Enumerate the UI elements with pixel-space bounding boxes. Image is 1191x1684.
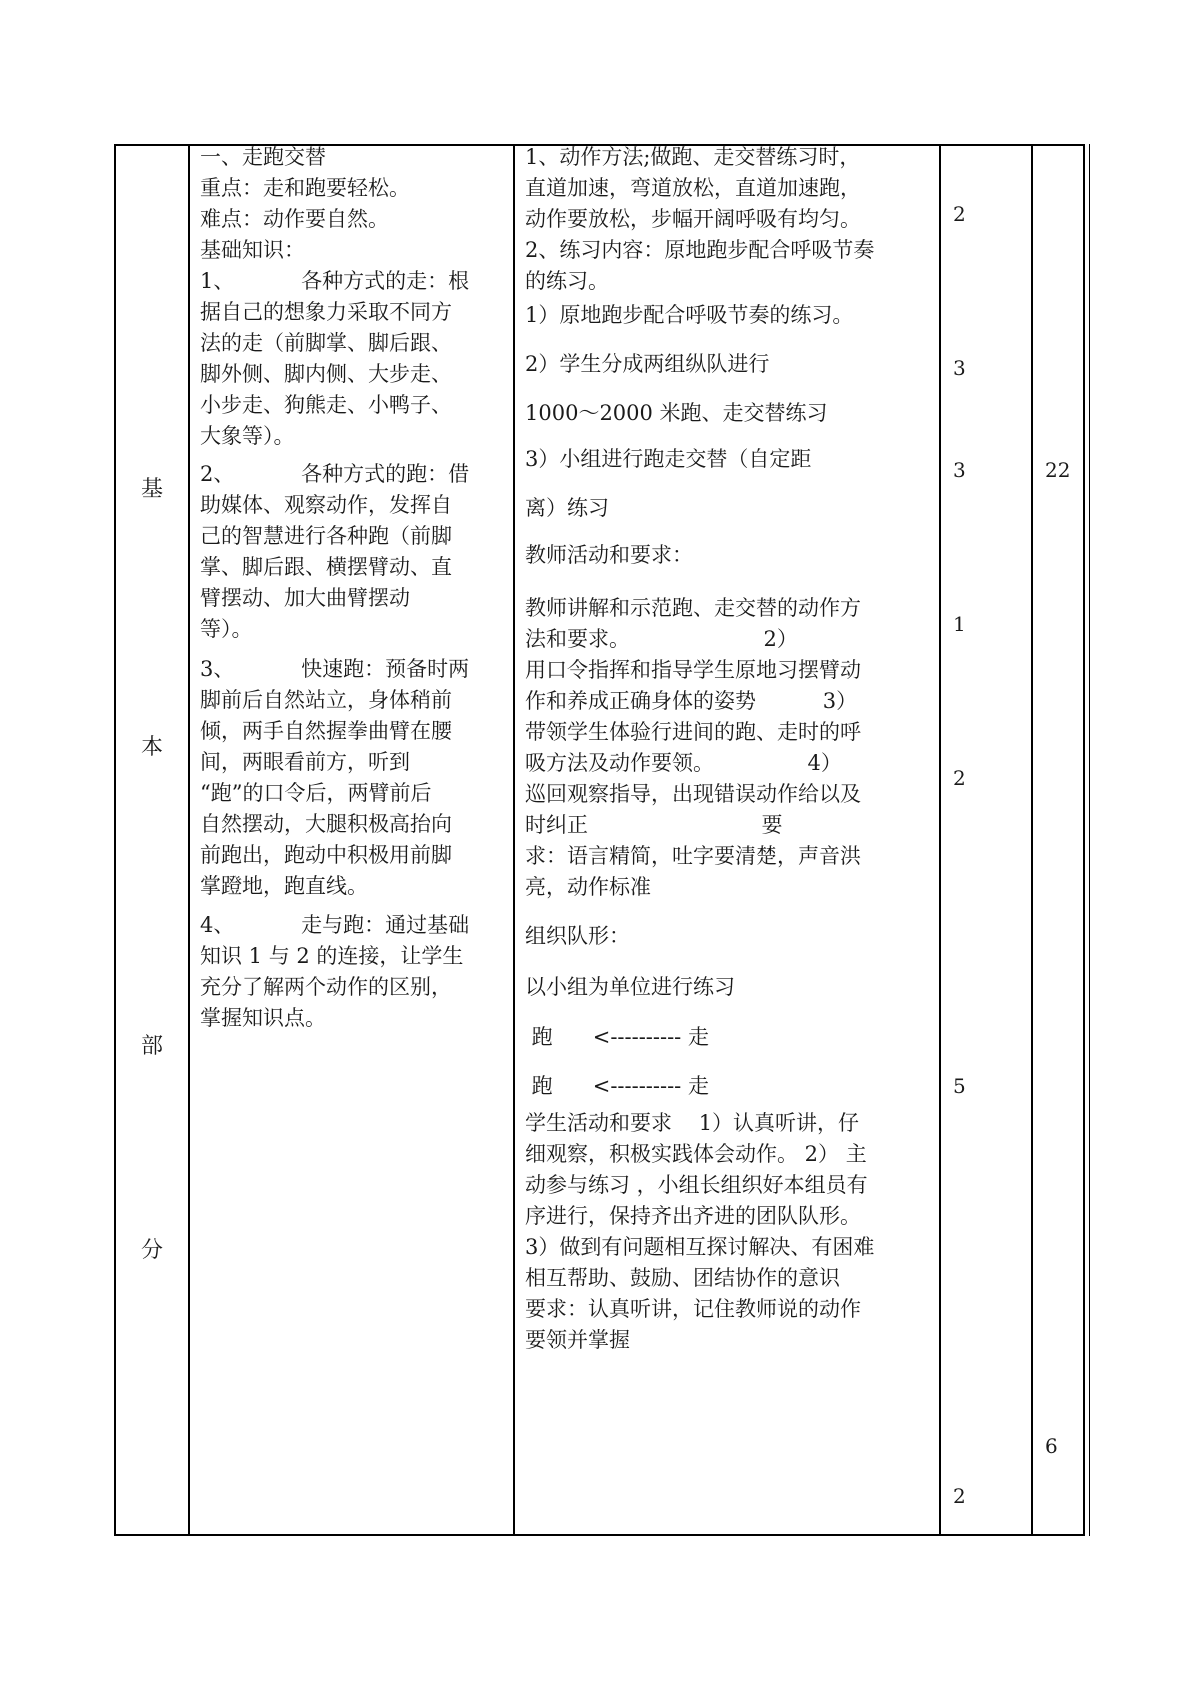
method-line: 3）做到有问题相互探讨解决、有困难 xyxy=(525,1235,875,1259)
content-line: 充分了解两个动作的区别， xyxy=(200,975,452,999)
content-line: 脚外侧、脚内侧、大步走、 xyxy=(200,362,452,386)
content-line: 倾，两手自然握拳曲臂在腰 xyxy=(200,719,452,743)
method-line: 动参与练习 ，小组长组织好本组员有 xyxy=(525,1173,868,1197)
method-line: 序进行，保持齐出齐进的团队队形。 xyxy=(525,1204,861,1228)
content-line: 小步走、狗熊走、小鸭子、 xyxy=(200,393,452,417)
formation-row: 跑 <---------- 走 xyxy=(525,1074,709,1098)
content-line: 3、 快速跑：预备时两 xyxy=(200,657,470,681)
formation-row: 跑 <---------- 走 xyxy=(525,1025,709,1049)
method-line: 带领学生体验行进间的跑、走时的呼 xyxy=(525,720,861,744)
content-line: 难点：动作要自然。 xyxy=(200,207,389,231)
method-line: 用口令指挥和指导学生原地习摆臂动 xyxy=(525,658,861,682)
content-line: 助媒体、观察动作，发挥自 xyxy=(200,493,452,517)
method-line: 巡回观察指导，出现错误动作给以及 xyxy=(525,782,861,806)
method-line: 1）原地跑步配合呼吸节奏的练习。 xyxy=(525,303,854,327)
method-line: 相互帮助、鼓励、团结协作的意识 xyxy=(525,1266,840,1290)
method-line: 要求：认真听讲，记住教师说的动作 xyxy=(525,1297,861,1321)
content-line: 臂摆动、加大曲臂摆动 xyxy=(200,586,410,610)
content-line: 己的智慧进行各种跑（前脚 xyxy=(200,524,452,548)
content-line: 一、走跑交替 xyxy=(200,146,326,169)
method-line: 组织队形： xyxy=(525,924,630,948)
content-line: 间，两眼看前方，听到 xyxy=(200,750,410,774)
content-line: 掌、脚后跟、横摆臂动、直 xyxy=(200,555,452,579)
method-line: 细观察，积极实践体会动作。 2） 主 xyxy=(525,1142,867,1166)
method-line: 法和要求。 2） xyxy=(525,627,798,651)
method-line: 教师讲解和示范跑、走交替的动作方 xyxy=(525,596,861,620)
count-value: 3 xyxy=(953,458,966,482)
content-line: 1、 各种方式的走：根 xyxy=(200,269,470,293)
count-value: 5 xyxy=(953,1074,966,1098)
method-line: 3）小组进行跑走交替（自定距 xyxy=(525,447,812,471)
count-cell xyxy=(941,146,1031,1534)
time-value: 6 xyxy=(1045,1434,1058,1458)
content-line: 大象等）。 xyxy=(200,424,295,448)
content-line: 知识 1 与 2 的连接，让学生 xyxy=(200,944,464,968)
count-value: 3 xyxy=(953,356,966,380)
time-value: 22 xyxy=(1045,458,1071,482)
method-line: 的练习。 xyxy=(525,269,609,293)
method-line: 作和养成正确身体的姿势 3） xyxy=(525,689,858,713)
content-line: 掌蹬地，跑直线。 xyxy=(200,874,368,898)
content-line: 掌握知识点。 xyxy=(200,1006,326,1030)
outer-rule xyxy=(1089,144,1090,1536)
content-line: 基础知识： xyxy=(200,238,305,262)
method-line: 吸方法及动作要领。 4） xyxy=(525,751,842,775)
count-value: 2 xyxy=(953,1484,966,1508)
count-value: 2 xyxy=(953,202,966,226)
method-line: 离）练习 xyxy=(525,496,609,520)
method-line: 2）学生分成两组纵队进行 xyxy=(525,352,770,376)
content-line: 4、 走与跑：通过基础 xyxy=(200,913,470,937)
content-cell xyxy=(190,146,513,1534)
content-line: 等）。 xyxy=(200,617,253,641)
method-cell xyxy=(515,146,939,1534)
method-line: 教师活动和要求： xyxy=(525,543,693,567)
content-line: 脚前后自然站立，身体稍前 xyxy=(200,688,452,712)
content-line: 2、 各种方式的跑：借 xyxy=(200,462,470,486)
section-label-cell xyxy=(116,146,188,1534)
content-line: 自然摆动，大腿积极高抬向 xyxy=(200,812,452,836)
method-line: 学生活动和要求 1）认真听讲，仔 xyxy=(525,1111,860,1135)
section-label-char: 部 xyxy=(141,1034,164,1059)
count-value: 1 xyxy=(953,612,966,636)
section-label-char: 基 xyxy=(141,477,164,502)
time-cell xyxy=(1033,146,1085,1534)
method-line: 动作要放松，步幅开阔呼吸有均匀。 xyxy=(525,207,861,231)
section-label-char: 分 xyxy=(141,1238,164,1263)
section-label-char: 本 xyxy=(141,735,164,760)
content-line: 前跑出，跑动中积极用前脚 xyxy=(200,843,452,867)
method-line: 2、练习内容：原地跑步配合呼吸节奏 xyxy=(525,238,875,262)
method-line: 求：语言精简，吐字要清楚，声音洪 xyxy=(525,844,861,868)
content-line: “跑”的口令后，两臂前后 xyxy=(200,781,432,805)
count-value: 2 xyxy=(953,766,966,790)
method-line: 亮，动作标准 xyxy=(525,875,651,899)
content-line: 法的走（前脚掌、脚后跟、 xyxy=(200,331,452,355)
content-line: 重点：走和跑要轻松。 xyxy=(200,176,410,200)
method-line: 1、动作方法;做跑、走交替练习时， xyxy=(525,146,861,169)
method-line: 要领并掌握 xyxy=(525,1328,630,1352)
method-line: 1000～2000 米跑、走交替练习 xyxy=(525,401,828,425)
method-line: 以小组为单位进行练习 xyxy=(525,975,735,999)
method-line: 时纠正 要 xyxy=(525,813,783,837)
method-line: 直道加速，弯道放松，直道加速跑， xyxy=(525,176,861,200)
content-line: 据自己的想象力采取不同方 xyxy=(200,300,452,324)
lesson-table xyxy=(114,144,1085,1536)
